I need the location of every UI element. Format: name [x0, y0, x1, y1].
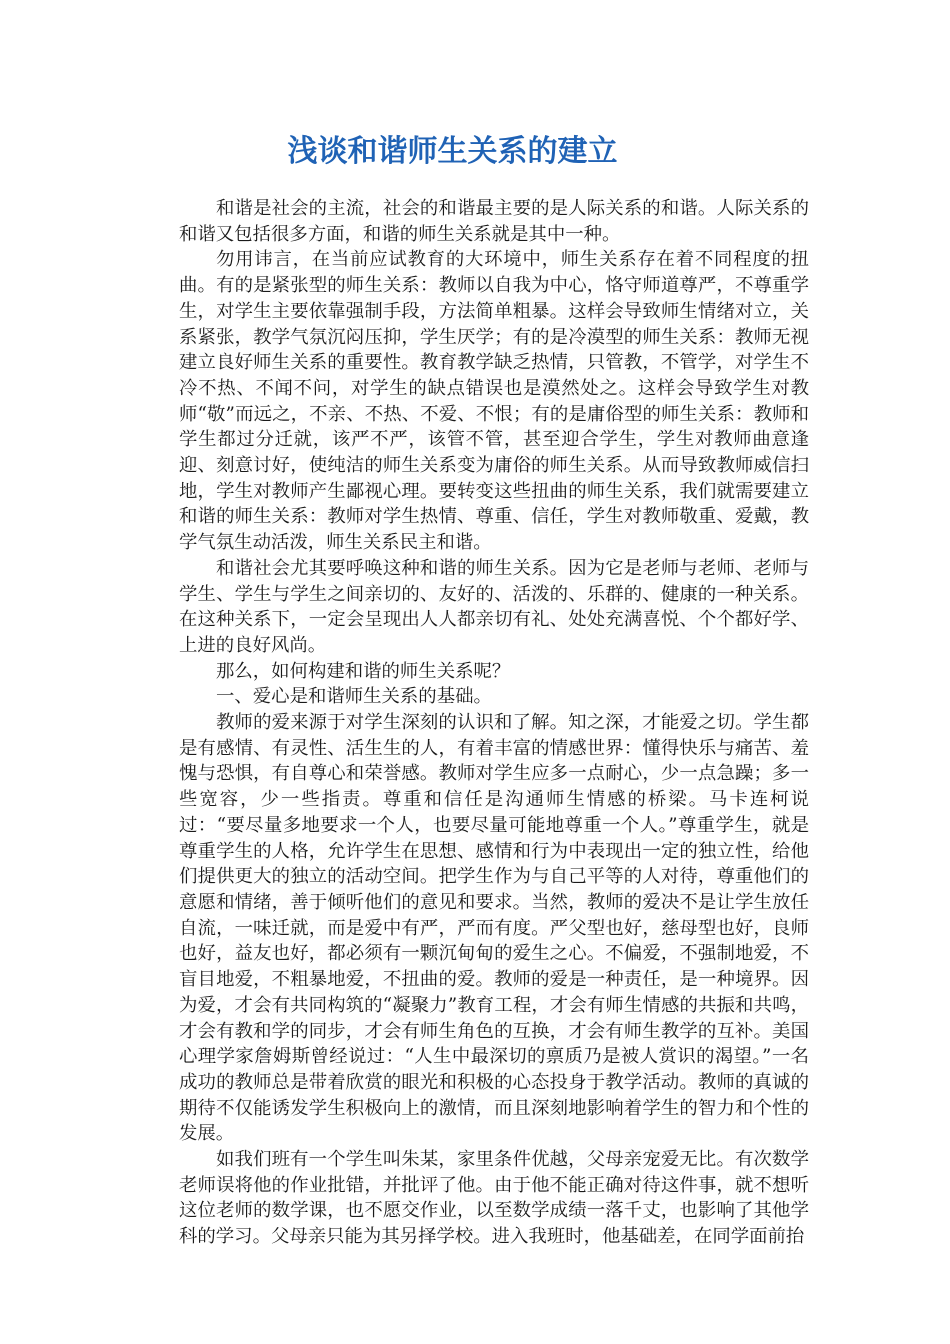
paragraph: 如我们班有一个学生叫朱某，家里条件优越，父母亲宠爱无比。有次数学老师误将他的作业批错，并批评了他。由于他不能正确对待这件事，就不想听这位老师的数学课，也不愿交作业，以至数学成绩一落千丈，也影响了其他学科的学习。父母亲只能为其另择学校。进入我班时，他基础差，在同学面前抬	[179, 1149, 809, 1248]
section-heading: 一、爱心是和谐师生关系的基础。	[216, 686, 492, 708]
paragraph: 勿用讳言，在当前应试教育的大环境中，师生关系存在着不同程度的扭曲。有的是紧张型的师生关系：教师以自我为中心，恪守师道尊严，不尊重学生，对学生主要依靠强制手段，方法简单粗暴。这样会导致师生情绪对立，关系紧张，教学气氛沉闷压抑，学生厌学；有的是冷漠型的师生关系：教师无视建立良好师生关系的重要性。教育教学缺乏热情，只管教，不管学，对学生不冷不热、不闻不问，对学生的缺点错误也是漠然处之。这样会导致学生对教师“敬”而远之，不亲、不热、不爱、不恨；有的是庸俗型的师生关系：教师和学生都过分迁就，该严不严，该管不管，甚至迎合学生，学生对教师曲意逢迎、刻意讨好，使纯洁的师生关系变为庸俗的师生关系。从而导致教师威信扫地，学生对教师产生鄙视心理。要转变这些扭曲的师生关系，我们就需要建立和谐的师生关系：教师对学生热情、尊重、信任，学生对教师敬重、爱戴，教学气氛生动活泼，师生关系民主和谐。	[179, 249, 809, 554]
paragraph: 和谐是社会的主流，社会的和谐最主要的是人际关系的和谐。人际关系的和谐又包括很多方面，和谐的师生关系就是其中一种。	[179, 198, 809, 245]
paragraph: 那么，如何构建和谐的师生关系呢？	[216, 660, 511, 682]
document-body	[179, 196, 809, 1250]
paragraph: 教师的爱来源于对学生深刻的认识和了解。知之深，才能爱之切。学生都是有感情、有灵性、活生生的人，有着丰富的情感世界：懂得快乐与痛苦、羞愧与恐惧，有自尊心和荣誉感。教师对学生应多一点耐心，少一点急躁；多一些宽容，少一些指责。尊重和信任是沟通师生情感的桥梁。马卡连柯说过：“要尽量多地要求一个人，也要尽量可能地尊重一个人。”尊重学生，就是尊重学生的人格，允许学生在思想、感情和行为中表现出一定的独立性，给他们提供更大的独立的活动空间。把学生作为与自己平等的人对待，尊重他们的意愿和情绪，善于倾听他们的意见和要求。当然，教师的爱决不是让学生放任自流，一味迁就，而是爱中有严，严而有度。严父型也好，慈母型也好，良师也好，益友也好，都必须有一颗沉甸甸的爱生之心。不偏爱，不强制地爱，不盲目地爱，不粗暴地爱，不扭曲的爱。教师的爱是一种责任，是一种境界。因为爱，才会有共同构筑的“凝聚力”教育工程，才会有师生情感的共振和共鸣，才会有教和学的同步，才会有师生角色的互换，才会有师生教学的互补。美国心理学家詹姆斯曾经说过：“人生中最深切的禀质乃是被人赏识的渴望。”一名成功的教师总是带着欣赏的眼光和积极的心态投身于教学活动。教师的真诚的期待不仅能诱发学生积极向上的激情，而且深刻地影响着学生的智力和个性的发展。	[179, 712, 809, 1145]
document-title: 浅谈和谐师生关系的建立	[287, 134, 618, 169]
paragraph: 和谐社会尤其要呼唤这种和谐的师生关系。因为它是老师与老师、老师与学生、学生与学生之间亲切的、友好的、活泼的、乐群的、健康的一种关系。在这种关系下，一定会呈现出人人都亲切有礼、处处充满喜悦、个个都好学、上进的良好风尚。	[179, 557, 809, 656]
